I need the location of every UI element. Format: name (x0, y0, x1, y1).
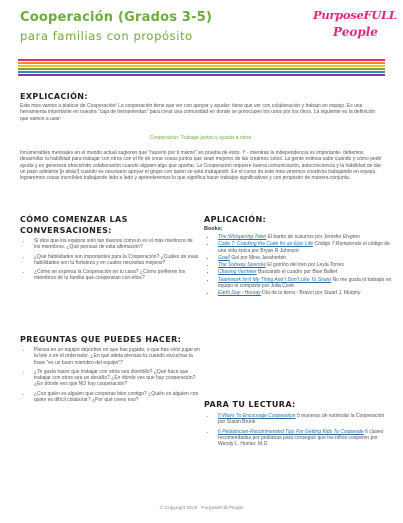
book-desc: El barrio de susurros por Jennifer Elvgren (266, 234, 360, 240)
list-item: • Si dice que los equipos solo tan buenos como lo es el más mediocre de los miembros. ¿Qué piensas de esta afirmación? (32, 238, 200, 251)
book-desc: Día de la tierra - Bravo! por Stuart J. Murphy (260, 290, 361, 297)
explicacion-paragraph1: Este mes vamos a platicar de Cooperación! La cooperación tiene que ver con apoyar y ayudar; tiene que ver con colaboración y trabajo en equipo. Es una herramienta importante en nuestra "caja de herramientas" para crear una comunidad en donde se preocupen los unos por los otros. La siguiente es la definición que vamos a usar: (20, 103, 376, 122)
article-link[interactable]: 6 Pediatrician-Recommended Tips For Getting Kids To Cooperate (218, 428, 364, 435)
list-item (216, 262, 392, 268)
para-lectura-heading: PARA TU LECTURA: (204, 400, 296, 409)
logo-line2: People (333, 25, 378, 39)
list-item (216, 290, 392, 296)
list-item: • ¿Qué habilidades son importantes para la Cooperación? ¿Cuáles de esas habilidades son tu fortaleza y en cuales necesitas mejorar? (32, 254, 200, 267)
book-link[interactable]: Teamwork Isn't My Thing And I Don't Like To Share (218, 276, 332, 283)
book-desc: Buscando el cuadro por Blue Balliet (256, 269, 338, 276)
stripe (18, 71, 385, 73)
como-comenzar-heading-line1: CÓMO COMENZAR LAS (20, 215, 128, 224)
explicacion-heading: EXPLICACIÓN: (20, 92, 88, 101)
article-desc: 6 claves recomendadas por pediatras para conseguir que los niños cooperen por Wendy L. Hunter, M.D. (218, 428, 384, 448)
list-item (216, 277, 392, 290)
como-comenzar-heading-line2: CONVERSACIONES: (20, 226, 112, 235)
list-item: • Piensa en un equipo deportivo en que has jugado, o que has visto jugar en la tele o en el ordenador. ¿En qué atleta piensas tú cuando escuchas la frase "es un buen miembro del equipo"? (32, 347, 202, 366)
book-desc: No me gusta ni trabajar en equipo ni compartir por Julia Cook (218, 276, 392, 290)
book-link[interactable]: Earth Day - Hooray (218, 290, 261, 297)
page-subtitle: para familias con propósito (20, 29, 193, 43)
article-link[interactable]: 5 Ways To Encourage Cooperation (218, 413, 296, 419)
book-link[interactable]: Code 7: Cracking the Code for an Epic Life (218, 241, 314, 248)
stripe (18, 65, 385, 67)
list-item (216, 413, 392, 426)
book-desc: El gorrión del tren por Leyla Torres (265, 262, 344, 269)
books-label: Books: (204, 226, 223, 232)
book-desc: Código 7:Rompiendo el código de una vida épica por Bryan R Johnson (218, 241, 390, 254)
list-item: • ¿Con quién es alguien que cooperas bien contigo? ¿Quién es alguien con quien es difícil colaborar? ¿Por qué crees eso? (32, 391, 202, 404)
list-item (216, 241, 392, 254)
list-item (216, 234, 392, 240)
stripe (18, 68, 385, 70)
purposefull-people-logo (313, 8, 397, 48)
preguntas-heading: PREGUNTAS QUE PUEDES HACER: (20, 335, 182, 344)
copyright-footer: © Copyright 2019 · PurposeFull People (159, 506, 244, 511)
rainbow-divider (18, 59, 385, 77)
stripe (18, 59, 385, 61)
article-desc: 5 maneras de estimular la Cooperación por Susan Brunk (218, 413, 385, 426)
definition-text: Cooperación: Trabajar juntos y ayudar a otros. (149, 135, 253, 141)
aplicacion-heading: APLICACIÓN: (204, 215, 267, 224)
book-desc: Gol por Mina Javaherbin (229, 254, 286, 261)
book-link[interactable]: The Whispering Town (218, 234, 267, 240)
book-link[interactable]: Chasing Vermeer (218, 269, 257, 276)
list-item: • ¿Te gusta hacer que trabajar con otros sea divertido? ¿Qué hace que trabajar con otros sea un desafío? ¿En dónde ves que hay cooperación? ¿En dónde ves que NO hay cooperación? (32, 369, 202, 388)
conversation-starters-list (22, 238, 200, 285)
stripe (18, 74, 385, 76)
list-item: • ¿Cómo se expresa la Cooperación en tu casa? ¿Cómo prefieren los miembros de tu familia que cooperaran con ellos? (32, 269, 200, 282)
explicacion-paragraph2: Innumerables mensajes en el mundo actual sugieren que "hacerlo por ti mismo" es prueba de éxito. Y - mientras la independencia es importante- debemos desarrollar la habilidad para trabajar con otros con el fin de crear cosas juntos que sean mejores de las creamos solos. La gente exitosa sabe cuándo y cómo pedir ayuda y es generosa ofreciendo colaboración cuando alguien algo que aportar. La Cooperación requiere buena comunicación, autoconciencia y la habilidad de dar un paso adelante [o atrás!] cuando es necesario apoyar el grupo con quien se está trabajando. En el curso de este mes veremos creativos trabajando en equipo, lograremos cosas increíbles trabajando lado a lado y aprenderemos lo que significa hacer trabajos significativos y con propósito de manera conjunta. (20, 150, 382, 182)
books-list (206, 234, 392, 298)
list-item (216, 255, 392, 261)
questions-list (22, 347, 202, 406)
page-title: Cooperación (Grados 3-5) (20, 10, 213, 25)
list-item (216, 269, 392, 275)
stripe (18, 62, 385, 64)
book-link[interactable]: Goal! (218, 254, 230, 261)
logo-line1: PurposeFULL (313, 8, 397, 22)
list-item (216, 429, 392, 448)
book-link[interactable]: The Subway Sparrow (218, 262, 266, 269)
reading-list (206, 413, 392, 450)
